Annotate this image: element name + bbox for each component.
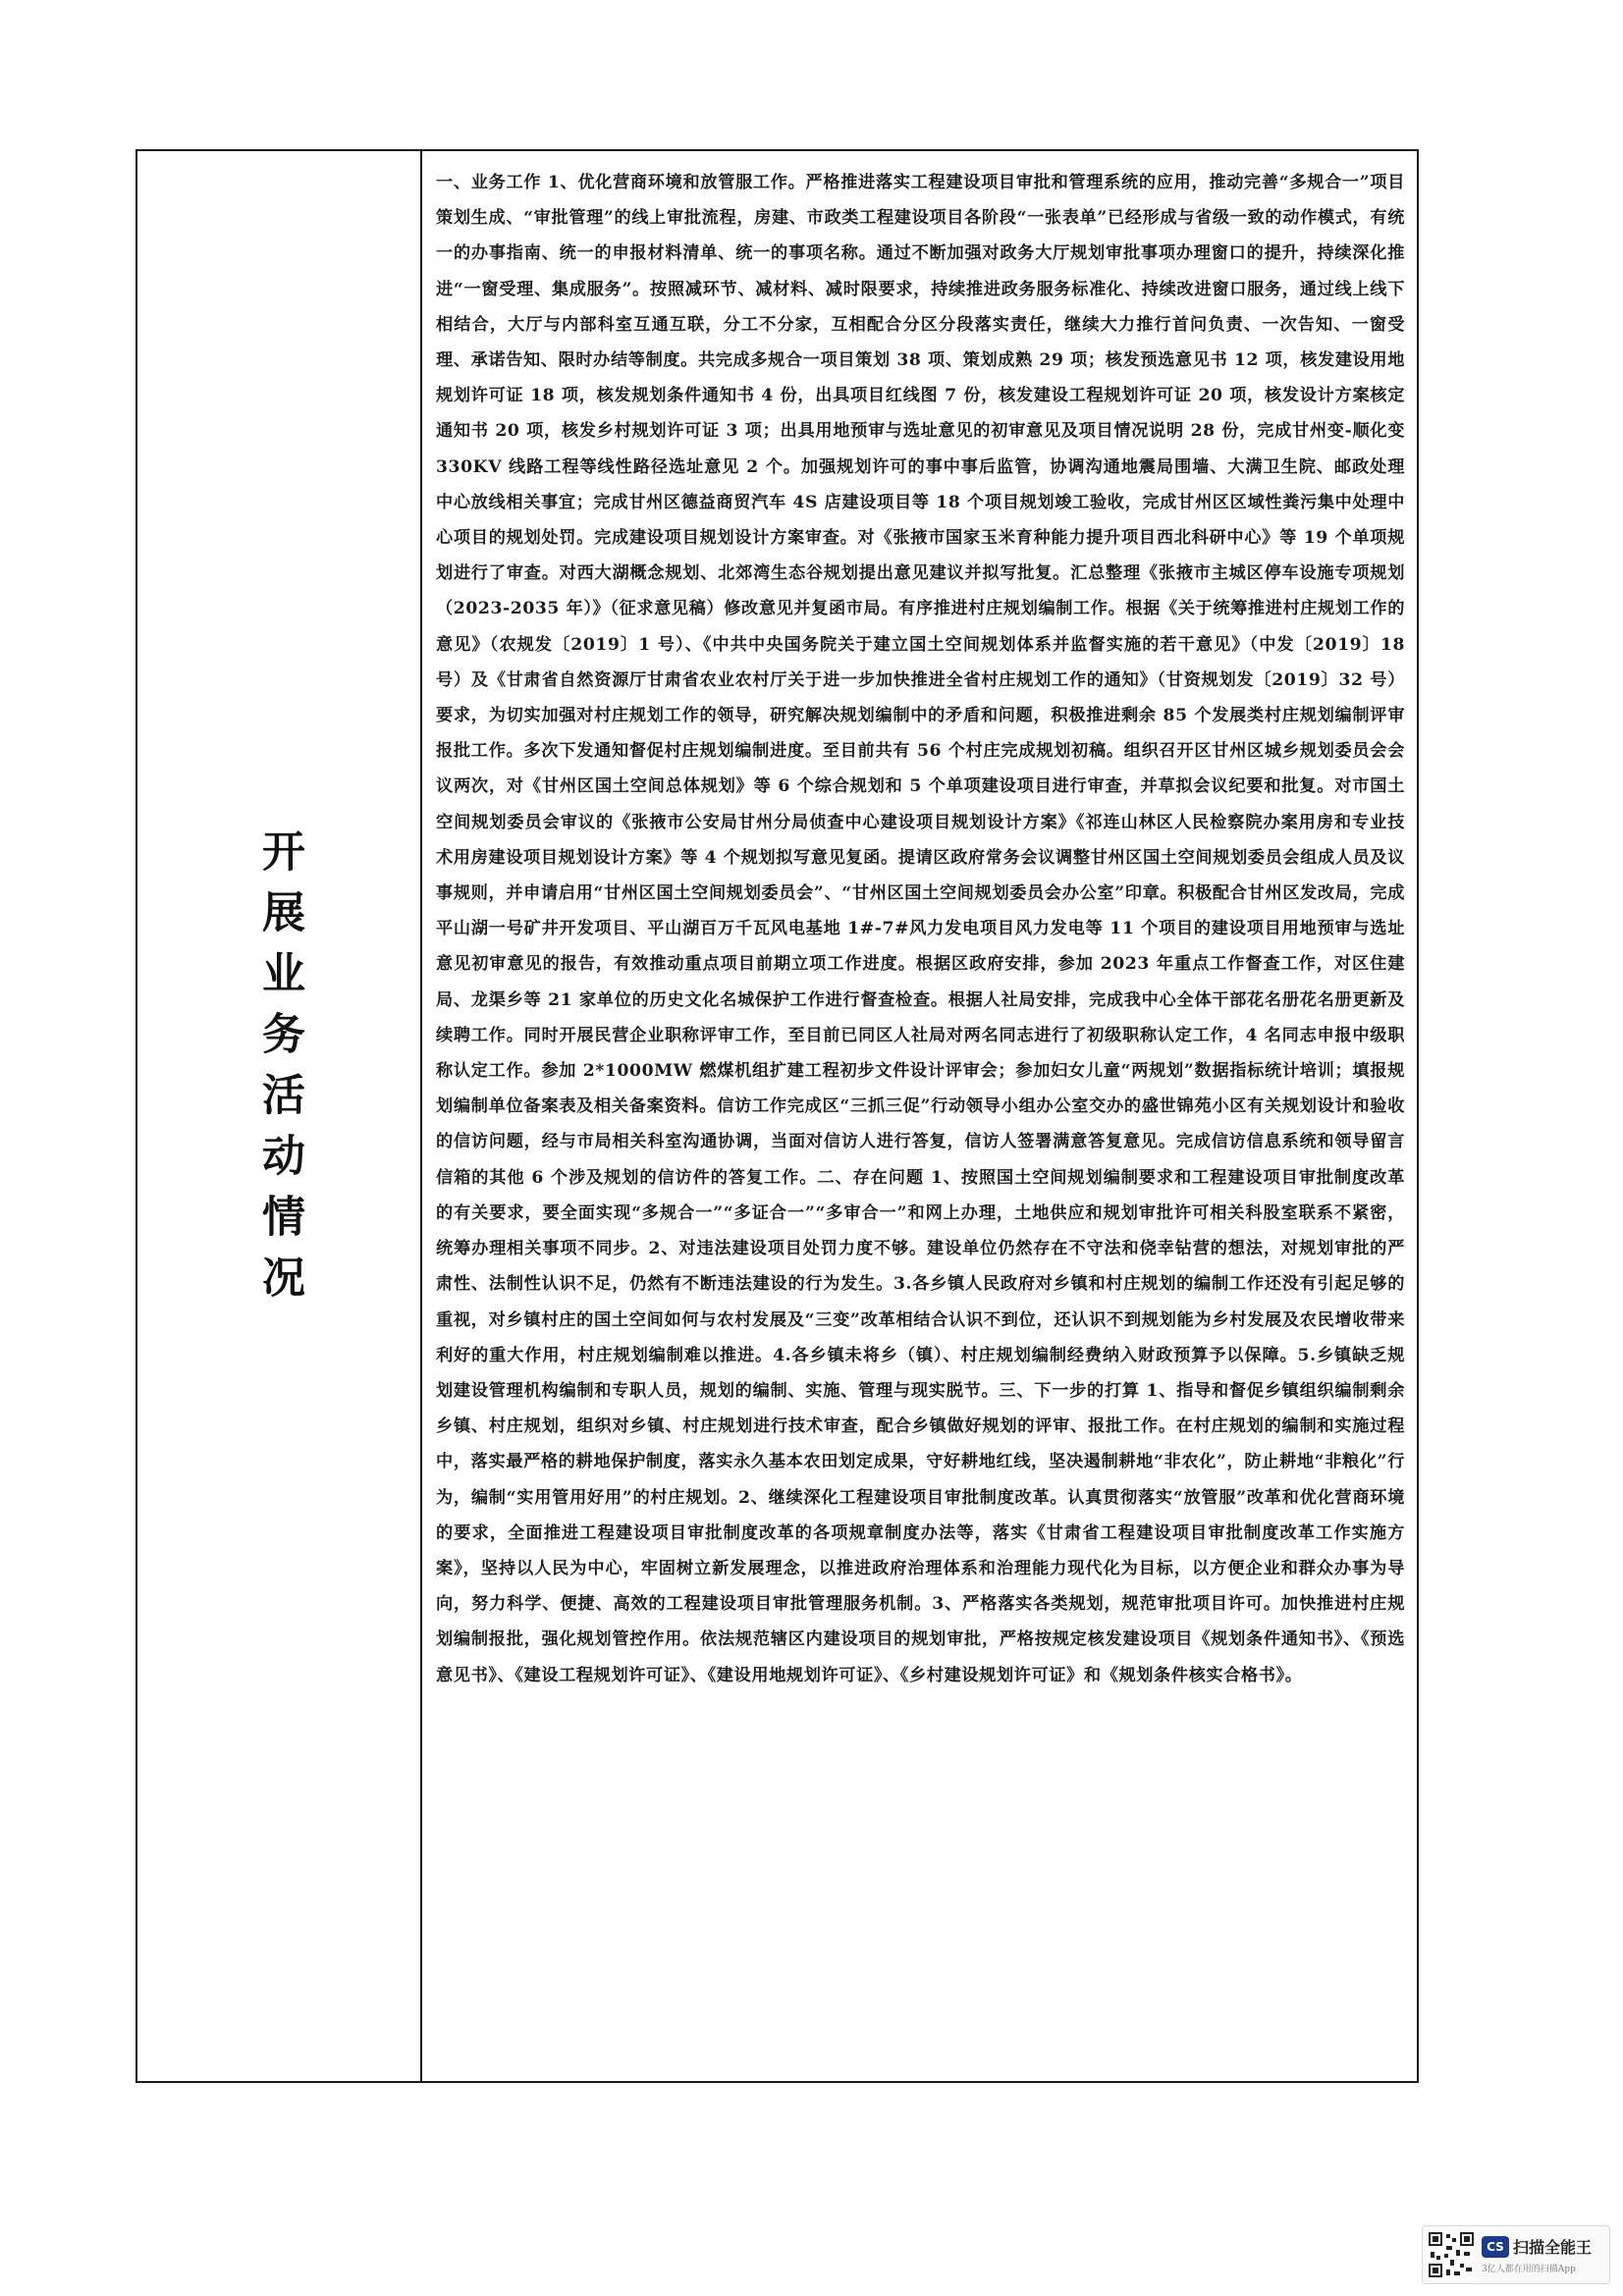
qr-code-icon: [1427, 2230, 1476, 2279]
watermark-slogan: 3亿人都在用的扫描App: [1482, 2265, 1576, 2274]
watermark-info: [1482, 2235, 1592, 2274]
camscanner-logo: CS: [1482, 2236, 1509, 2258]
section-label: 开展业务活动情况: [254, 828, 304, 1315]
scanner-watermark: [1422, 2225, 1610, 2284]
watermark-brand: 扫描全能王: [1513, 2238, 1593, 2257]
label-cell: [137, 151, 422, 2081]
form-table: [135, 149, 1419, 2083]
content-cell: [422, 151, 1417, 2081]
content-paragraph: 一、业务工作 1、优化营商环境和放管服工作。严格推进落实工程建设项目审批和管理系统的应用，推动完善“多规合一”项目策划生成、“审批管理”的线上审批流程，房建、市政类工程建设项目各阶段“一张表单”已经形成与省级一致的动作模式，有统一的办事指南、统一的申报材料清单、统一的事项名称。通过不断加强对政务大厅规划审批事项办理窗口的提升，持续深化推进“一窗受理、集成服务”。按照减环节、减材料、减时限要求，持续推进政务服务标准化、持续改进窗口服务，通过线上线下相结合，大厅与内部科室互通互联，分工不分家，互相配合分区分段落实责任，继续大力推行首问负责、一次告知、一窗受理、承诺告知、限时办结等制度。共完成多规合一项目策划 38 项、策划成熟 29 项；核发预选意见书 12 项，核发建设用地规划许可证 18 项，核发规划条件通知书 4 份，出具项目红线图 7 份，核发建设工程规划许可证 20 项，核发设计方案核定通知书 20 项，核发乡村规划许可证 3 项；出具用地预审与选址意见的初审意见及项目情况说明 28 份，完成甘州变-顺化变 330KV 线路工程等线性路径选址意见 2 个。加强规划许可的事中事后监管，协调沟通地震局围墙、大满卫生院、邮政处理中心放线相关事宜；完成甘州区德益商贸汽车 4S 店建设项目等 18 个项目规划竣工验收，完成甘州区区域性粪污集中处理中心项目的规划处罚。完成建设项目规划设计方案审查。对《张掖市国家玉米育种能力提升项目西北科研中心》等 19 个单项规划进行了审查。对西大湖概念规划、北郊湾生态谷规划提出意见建议并拟写批复。汇总整理《张掖市主城区停车设施专项规划（2023-2035 年）》（征求意见稿）修改意见并复函市局。有序推进村庄规划编制工作。根据《关于统筹推进村庄规划工作的意见》（农规发〔2019〕1 号）、《中共中央国务院关于建立国土空间规划体系并监督实施的若干意见》（中发〔2019〕18 号）及《甘肃省自然资源厅甘肃省农业农村厅关于进一步加快推进全省村庄规划工作的通知》（甘资规划发〔2019〕32 号）要求，为切实加强对村庄规划工作的领导，研究解决规划编制中的矛盾和问题，积极推进剩余 85 个发展类村庄规划编制评审报批工作。多次下发通知督促村庄规划编制进度。至目前共有 56 个村庄完成规划初稿。组织召开区甘州区城乡规划委员会会议两次，对《甘州区国土空间总体规划》等 6 个综合规划和 5 个单项建设项目进行审查，并草拟会议纪要和批复。对市国土空间规划委员会审议的《张掖市公安局甘州分局侦查中心建设项目规划设计方案》《祁连山林区人民检察院办案用房和专业技术用房建设项目规划设计方案》等 4 个规划拟写意见复函。提请区政府常务会议调整甘州区国土空间规划委员会组成人员及议事规则，并申请启用“甘州区国土空间规划委员会”、“甘州区国土空间规划委员会办公室”印章。积极配合甘州区发改局，完成平山湖一号矿井开发项目、平山湖百万千瓦风电基地 1#-7#风力发电项目风力发电等 11 个项目的建设项目用地预审与选址意见初审意见的报告，有效推动重点项目前期立项工作进度。根据区政府安排，参加 2023 年重点工作督查工作，对区住建局、龙渠乡等 21 家单位的历史文化名城保护工作进行督查检查。根据人社局安排，完成我中心全体干部花名册花名册更新及续聘工作。同时开展民营企业职称评审工作，至目前已同区人社局对两名同志进行了初级职称认定工作，4 名同志申报中级职称认定工作。参加 2*1000MW 燃煤机组扩建工程初步文件设计评审会；参加妇女儿童“两规划”数据指标统计培训；填报规划编制单位备案表及相关备案资料。信访工作完成区“三抓三促”行动领导小组办公室交办的盛世锦苑小区有关规划设计和验收的信访问题，经与市局相关科室沟通协调，当面对信访人进行答复，信访人签署满意答复意见。完成信访信息系统和领导留言信箱的其他 6 个涉及规划的信访件的答复工作。二、存在问题 1、按照国土空间规划编制要求和工程建设项目审批制度改革的有关要求，要全面实现“多规合一”“多证合一”“多审合一”和网上办理，土地供应和规划审批许可相关科股室联系不紧密，统筹办理相关事项不同步。2、对违法建设项目处罚力度不够。建设单位仍然存在不守法和侥幸钻营的想法，对规划审批的严肃性、法制性认识不足，仍然有不断违法建设的行为发生。3.各乡镇人民政府对乡镇和村庄规划的编制工作还没有引起足够的重视，对乡镇村庄的国土空间如何与农村发展及“三变”改革相结合认识不到位，还认识不到规划能为乡村发展及农民增收带来利好的重大作用，村庄规划编制难以推进。4.各乡镇未将乡（镇）、村庄规划编制经费纳入财政预算予以保障。5.乡镇缺乏规划建设管理机构编制和专职人员，规划的编制、实施、管理与现实脱节。三、下一步的打算 1、指导和督促乡镇组织编制剩余乡镇、村庄规划，组织对乡镇、村庄规划进行技术审查，配合乡镇做好规划的评审、报批工作。在村庄规划的编制和实施过程中，落实最严格的耕地保护制度，落实永久基本农田划定成果，守好耕地红线，坚决遏制耕地“非农化”，防止耕地“非粮化”行为，编制“实用管用好用”的村庄规划。2、继续深化工程建设项目审批制度改革。认真贯彻落实“放管服”改革和优化营商环境的要求，全面推进工程建设项目审批制度改革的各项规章制度办法等，落实《甘肃省工程建设项目审批制度改革工作实施方案》，坚持以人民为中心，牢固树立新发展理念，以推进政府治理体系和治理能力现代化为目标，以方便企业和群众办事为导向，努力科学、便捷、高效的工程建设项目审批管理服务机制。3、严格落实各类规划，规范审批项目许可。加快推进村庄规划编制报批，强化规划管控作用。依法规范辖区内建设项目的规划审批，严格按规定核发建设项目《规划条件通知书》、《预选意见书》、《建设工程规划许可证》、《建设用地规划许可证》、《乡村建设规划许可证》和《规划条件核实合格书》。: [436, 173, 1405, 1685]
